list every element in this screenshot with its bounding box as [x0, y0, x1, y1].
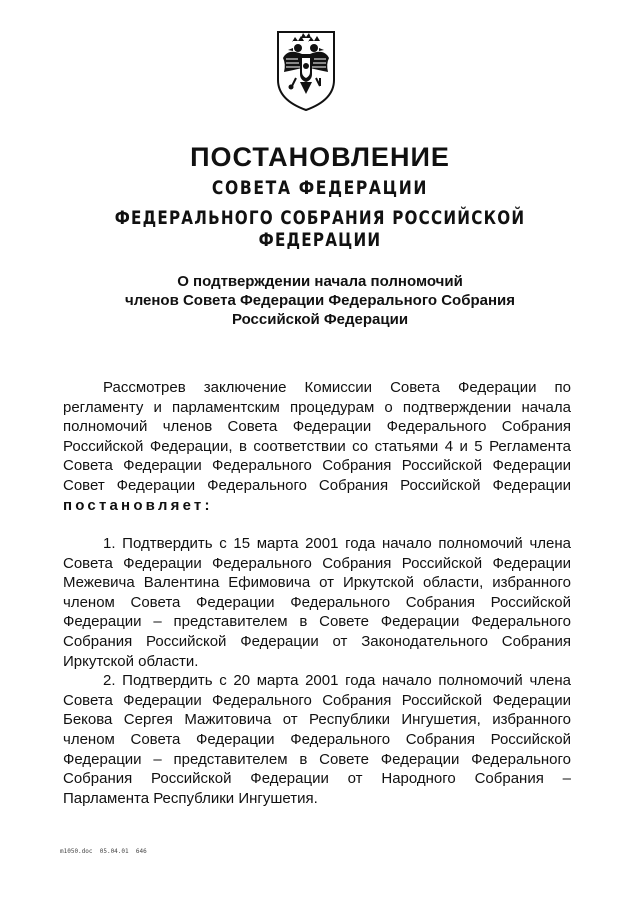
subject-line-2: членов Совета Федерации Федерального Собрания: [124, 292, 516, 309]
resolution-item-1: 1. Подтвердить с 15 марта 2001 года начало полномочий члена Совета Федерации Федерального Собрания Российской Федерации Межевича Валентина Ефимовича от Иркутской области, избранного членом Совета Федерации Федерального Собрания Российской Федерации – представителем в Совете Федерации Федерального Собрания Российской Федерации от Законодательного Собрания Иркутской области.: [63, 535, 571, 670]
resolution-items: [63, 534, 571, 808]
subject-line-3: Российской Федерации: [231, 311, 409, 328]
resolves-keyword: постановляет:: [63, 496, 213, 514]
preamble-text: Рассмотрев заключение Комиссии Совета Федерации по регламенту и парламентским процедурам о подтверждении начала полномочий членов Совета Федерации Федерального Собрания Российской Федерации, в соответствии со статьями 4 и 5 Регламента Совета Федерации Федерального Собрания Российской Федерации Совет Федерации Федерального Собрания Российской Федерации: [63, 379, 571, 494]
coat-of-arms-icon: [274, 28, 338, 112]
preamble-block: [63, 378, 571, 515]
resolution-item-2: 2. Подтвердить с 20 марта 2001 года начало полномочий члена Совета Федерации Федерального Собрания Российской Федерации Бекова Сергея Мажитовича от Республики Ингушетия, избранного членом Совета Федерации Федерального Собрания Российской Федерации – представителем в Совете Федерации Федерального Собрания Российской Федерации от Народного Собрания – Парламента Республики Ингушетия.: [63, 672, 571, 807]
document-type-title: ПОСТАНОВЛЕНИЕ: [190, 142, 450, 172]
file-reference-code: m1050.doc 05.04.01 646: [60, 848, 147, 855]
subject-line-1: О подтверждении начала полномочий: [177, 273, 463, 290]
issuer-line-2: ФЕДЕРАЛЬНОГО СОБРАНИЯ РОССИЙСКОЙ ФЕДЕРАЦИИ: [114, 207, 526, 251]
issuer-line-1: СОВЕТА ФЕДЕРАЦИИ: [211, 177, 429, 199]
preamble-paragraph: [63, 378, 571, 515]
document-subject: [0, 272, 640, 329]
